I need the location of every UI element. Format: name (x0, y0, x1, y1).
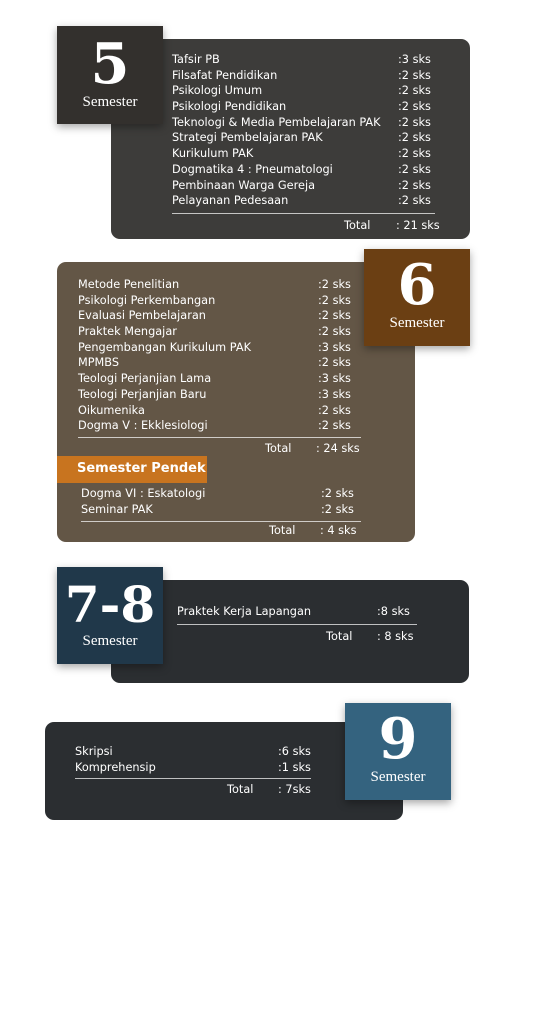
course-sks: :2 sks (321, 487, 354, 500)
course-sks: :2 sks (398, 178, 431, 192)
total-label: Total (269, 524, 296, 537)
course-name: Psikologi Pendidikan (172, 100, 287, 114)
total-value: : 21 sks (396, 219, 440, 232)
divider (75, 778, 311, 779)
semester-7-8-course-list (177, 605, 437, 621)
semester-pendek-title: Semester Pendek (77, 461, 206, 476)
course-sks: :2 sks (398, 194, 431, 208)
course-row (172, 179, 442, 195)
divider (177, 624, 417, 625)
course-name: Oikumenika (78, 403, 145, 417)
course-row (78, 294, 358, 310)
semester-6-card (57, 262, 415, 542)
course-name: Metode Penelitian (78, 278, 180, 291)
course-row (172, 69, 442, 85)
course-row (78, 309, 358, 325)
course-sks: :3 sks (318, 372, 351, 386)
course-sks: :2 sks (398, 131, 431, 145)
semester-9-course-list (75, 745, 355, 776)
semester-label: Semester (82, 633, 138, 649)
course-sks: :2 sks (398, 68, 431, 82)
course-row (78, 372, 358, 388)
course-name: Strategi Pembelajaran PAK (172, 131, 323, 145)
semester-label: Semester (82, 94, 138, 110)
divider (78, 437, 361, 438)
course-row (78, 325, 358, 341)
course-name: Psikologi Perkembangan (78, 293, 216, 307)
course-row (75, 745, 355, 761)
course-sks: :2 sks (318, 293, 351, 307)
course-name: Pelayanan Pedesaan (172, 194, 289, 208)
course-row (172, 147, 442, 163)
course-sks: :3 sks (398, 53, 431, 66)
course-name: Filsafat Pendidikan (172, 68, 278, 82)
semester-label: Semester (370, 769, 426, 785)
course-name: Dogma VI : Eskatologi (81, 487, 206, 500)
course-sks: :2 sks (398, 115, 431, 129)
semester-5-card (111, 39, 470, 239)
course-sks: :2 sks (318, 419, 351, 433)
course-row (172, 53, 442, 69)
semester-7-8-card (111, 580, 469, 683)
course-sks: :3 sks (318, 387, 351, 401)
total-value: : 8 sks (377, 630, 414, 643)
course-sks: :8 sks (377, 605, 410, 618)
course-row (172, 131, 442, 147)
course-name: Pengembangan Kurikulum PAK (78, 340, 252, 354)
semester-number: 5 (90, 31, 130, 97)
course-row (172, 84, 442, 100)
course-sks: :6 sks (278, 745, 311, 758)
semester-label: Semester (389, 315, 445, 331)
course-sks: :2 sks (398, 147, 431, 161)
total-label: Total (326, 630, 353, 643)
semester-number: 6 (397, 252, 437, 318)
total-label: Total (265, 442, 292, 455)
course-name: Seminar PAK (81, 502, 153, 516)
semester-pendek-banner (57, 456, 207, 483)
semester-5-course-list (172, 53, 442, 210)
divider (172, 213, 435, 214)
course-sks: :2 sks (318, 278, 351, 291)
semester-number: 7-8 (64, 575, 156, 634)
course-row (78, 356, 358, 372)
course-name: Dogmatika 4 : Pneumatologi (172, 162, 333, 176)
semester-pendek-course-list (81, 487, 361, 518)
course-name: Psikologi Umum (172, 84, 263, 98)
course-sks: :2 sks (398, 100, 431, 114)
total-value: : 4 sks (320, 524, 357, 537)
course-name: MPMBS (78, 356, 120, 370)
course-sks: :3 sks (318, 340, 351, 354)
semester-number: 9 (378, 706, 418, 772)
semester-7-8-badge (57, 567, 163, 664)
course-name: Teknologi & Media Pembelajaran PAK (172, 115, 381, 129)
total-value: : 24 sks (316, 442, 360, 455)
course-name: Pembinaan Warga Gereja (172, 178, 316, 192)
course-row (172, 163, 442, 179)
total-label: Total (344, 219, 371, 232)
course-sks: :1 sks (278, 760, 311, 774)
course-row (78, 278, 358, 294)
course-sks: :2 sks (398, 162, 431, 176)
course-row (81, 503, 361, 519)
course-row (78, 388, 358, 404)
semester-9-badge (345, 703, 451, 800)
semester-6-course-list (78, 278, 358, 435)
course-name: Kurikulum PAK (172, 147, 254, 161)
course-row (172, 194, 442, 210)
course-name: Evaluasi Pembelajaran (78, 309, 206, 323)
total-value: : 7sks (278, 783, 311, 796)
course-row (78, 341, 358, 357)
course-sks: :2 sks (318, 356, 351, 370)
course-row (78, 404, 358, 420)
course-name: Skripsi (75, 745, 113, 758)
course-row (172, 116, 442, 132)
course-sks: :2 sks (318, 325, 351, 339)
course-row (172, 100, 442, 116)
course-name: Praktek Kerja Lapangan (177, 605, 312, 618)
course-name: Komprehensip (75, 760, 156, 774)
course-name: Tafsir PB (172, 53, 220, 66)
course-row (78, 419, 358, 435)
course-sks: :2 sks (321, 502, 354, 516)
course-name: Dogma V : Ekklesiologi (78, 419, 208, 433)
course-sks: :2 sks (318, 403, 351, 417)
course-sks: :2 sks (318, 309, 351, 323)
course-name: Praktek Mengajar (78, 325, 177, 339)
semester-5-badge (57, 26, 163, 124)
course-row (177, 605, 437, 621)
semester-6-badge (364, 249, 470, 346)
course-sks: :2 sks (398, 84, 431, 98)
course-name: Teologi Perjanjian Lama (78, 372, 212, 386)
course-row (75, 761, 355, 777)
course-row (81, 487, 361, 503)
total-label: Total (227, 783, 254, 796)
course-name: Teologi Perjanjian Baru (78, 387, 207, 401)
divider (81, 521, 361, 522)
